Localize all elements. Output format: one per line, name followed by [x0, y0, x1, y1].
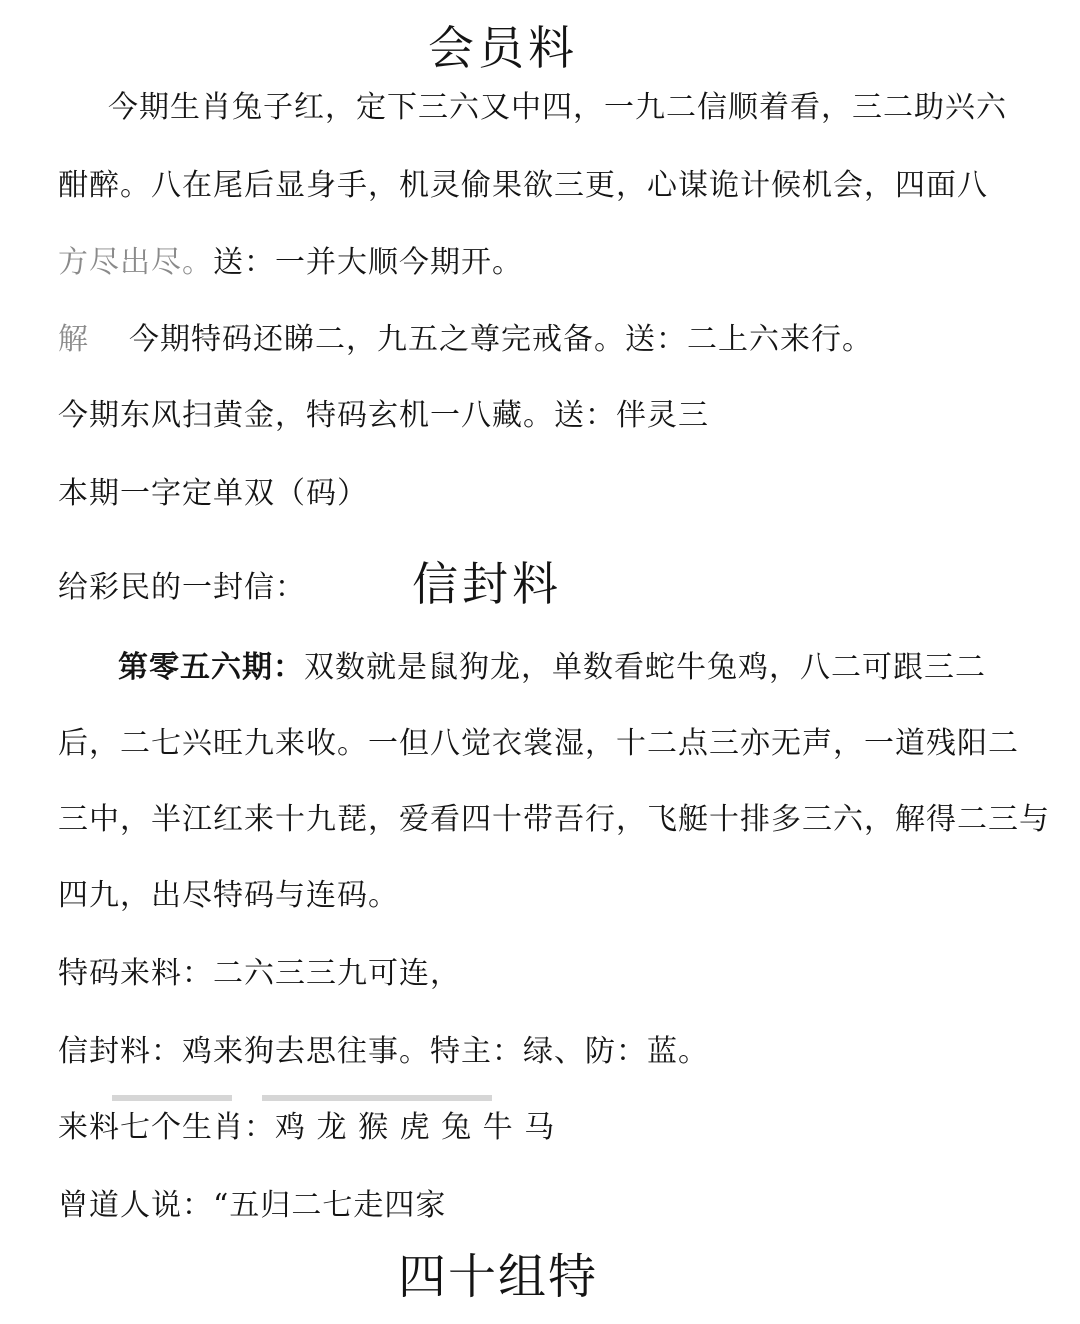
envelope-material-line: 信封料：鸡来狗去思往事。特主：绿、防：蓝。 — [58, 1034, 709, 1069]
member-line-3-prefix: 方尽出尽。 — [58, 245, 213, 280]
envelope-heading: 信封料 — [412, 557, 562, 611]
issue-label: 第零五六期： — [118, 650, 304, 685]
member-line-4-text: 今期特码还睇二，九五之尊完戒备。送：二上六来行。 — [129, 322, 873, 357]
envelope-line-2: 后，二七兴旺九来收。一但八觉衣裳湿，十二点三亦无声，一道残阳二 — [58, 726, 1019, 761]
envelope-line-1-text: 双数就是鼠狗龙，单数看蛇牛兔鸡，八二可跟三二 — [304, 650, 986, 685]
member-line-2: 酣醉。八在尾后显身手，机灵偷果欲三更，心谋诡计候机会，四面八 — [58, 168, 988, 203]
seven-zodiac-line: 来料七个生肖：鸡 龙 猴 虎 兔 牛 马 — [58, 1110, 556, 1145]
member-line-3 — [58, 243, 523, 283]
member-line-6: 本期一字定单双（码） — [58, 476, 368, 511]
special-code-line: 特码来料：二六三三九可连， — [58, 956, 461, 991]
page-title: 会员料 — [428, 21, 578, 75]
faint-watermark-trace — [112, 1090, 492, 1104]
zeng-daoren-line: 曾道人说：“五归二七走四家 — [58, 1188, 447, 1223]
member-line-1: 今期生肖兔子红，定下三六又中四，一九二信顺着看，三二助兴六 — [108, 90, 1007, 125]
envelope-line-4: 四九，出尽特码与连码。 — [58, 878, 399, 913]
envelope-intro: 给彩民的一封信： — [58, 570, 306, 605]
member-line-4-prefix: 解 — [58, 322, 89, 357]
member-line-4 — [58, 320, 873, 360]
envelope-line-1 — [118, 648, 986, 688]
envelope-line-3: 三中，半江红来十九琵，爱看四十带吾行，飞艇十排多三六，解得二三与 — [58, 802, 1050, 837]
member-line-3-text: 送：一并大顺今期开。 — [213, 245, 523, 280]
watermark-strokes — [112, 1091, 492, 1104]
footer-title: 四十组特 — [398, 1249, 599, 1305]
member-line-5: 今期东风扫黄金，特码玄机一八藏。送：伴灵三 — [58, 398, 709, 433]
